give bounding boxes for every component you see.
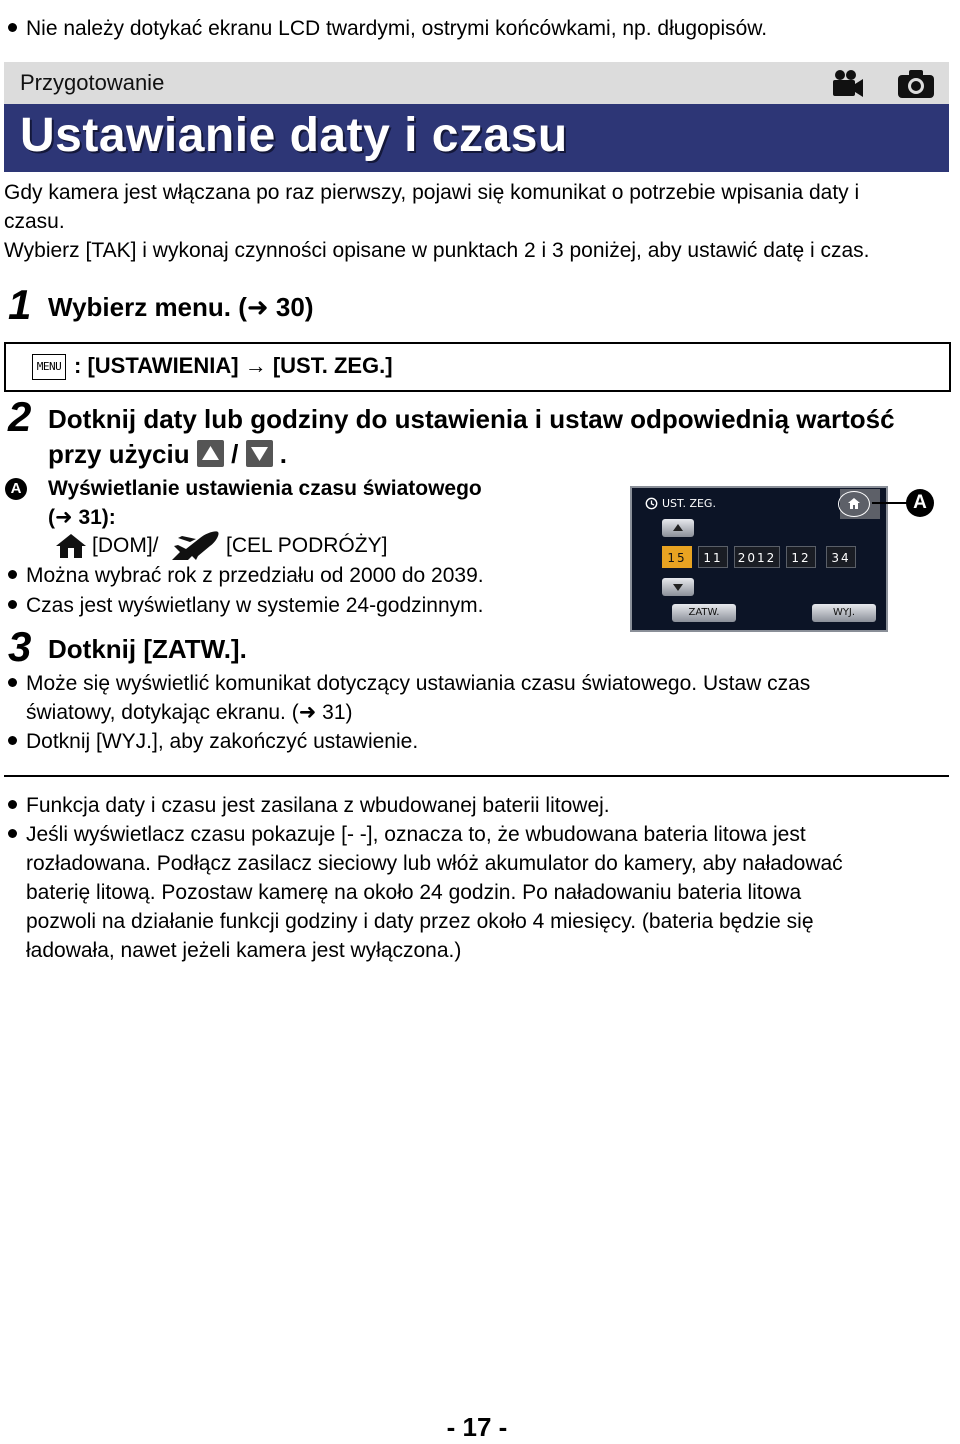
bullet-dot (8, 829, 17, 838)
step-3-number: 3 (8, 623, 32, 670)
up-button[interactable] (662, 519, 694, 537)
step-3-bullet-1-line-1: Może się wyświetlić komunikat dotyczący ustawiania czasu światowego. Ustaw czas (26, 672, 811, 695)
footer-note-2-line-2: rozładowana. Podłącz zasilacz sieciowy lub włóż akumulator do kamery, aby naładować (26, 852, 843, 875)
section-title-bar (4, 104, 949, 172)
bullet-dot (8, 736, 17, 745)
step-1-number: 1 (8, 281, 32, 328)
footer-note-2-line-5: ładowała, nawet jeżeli kamera jest wyłączona.) (26, 939, 462, 962)
page-number: - 17 - (446, 1412, 508, 1442)
step-1-title: Wybierz menu. (➜ 30) (48, 292, 314, 322)
step-2-bullet-2: Czas jest wyświetlany w systemie 24-godzinnym. (26, 594, 484, 617)
intro-line-1: Gdy kamera jest włączana po raz pierwszy, pojawi się komunikat o potrzebie wpisania daty i (4, 181, 860, 204)
menu-path: : [USTAWIENIA] → [UST. ZEG.] (74, 353, 393, 378)
top-note: Nie należy dotykać ekranu LCD twardymi, ostrymi końcówkami, np. długopisów. (26, 17, 768, 40)
down-button[interactable] (662, 578, 694, 596)
footer-note-1: Funkcja daty i czasu jest zasilana z wbudowanej baterii litowej. (26, 794, 610, 817)
step-3-title: Dotknij [ZATW.]. (48, 634, 247, 664)
home-icon (847, 497, 861, 510)
step-3-bullet-1-line-2: światowy, dotykając ekranu. (➜ 31) (26, 701, 353, 724)
clock-icon (645, 497, 658, 510)
bullet-dot (8, 23, 17, 32)
down-arrow-icon (662, 578, 694, 596)
airplane-icon (170, 530, 220, 562)
up-arrow-icon (662, 519, 694, 537)
marker-a: A (5, 478, 27, 500)
step-2-title-line-1: Dotknij daty lub godziny do ustawienia i ustaw odpowiednią wartość (48, 404, 895, 434)
month-field[interactable]: 11 (698, 546, 728, 568)
reference-arrow-icon: ➜ (246, 292, 276, 322)
minute-field[interactable]: 34 (826, 546, 856, 568)
footer-note-2-line-3: baterię litową. Pozostaw kamerę na około 24 godzin. Po naładowaniu bateria litowa (26, 881, 802, 904)
footer-note-2-line-1: Jeśli wyświetlacz czasu pokazuje [- -], oznacza to, że wbudowana bateria litowa jest (26, 823, 806, 846)
up-arrow-button-icon (197, 440, 224, 467)
menu-icon: MENU (32, 354, 66, 380)
dom-label: [DOM]/ (92, 534, 159, 557)
camera-screen-illustration (630, 486, 888, 632)
hour-field[interactable]: 12 (786, 546, 816, 568)
step-2-bullet-1: Można wybrać rok z przedziału od 2000 do 2039. (26, 564, 484, 587)
down-arrow-button-icon (246, 440, 273, 467)
section-header (4, 62, 949, 172)
section-title: Ustawianie daty i czasu (20, 109, 568, 162)
home-icon (54, 532, 88, 560)
note-a-line-2: (➜ 31): (48, 506, 116, 529)
bullet-dot (8, 800, 17, 809)
video-camera-icon (830, 68, 866, 100)
step-2-title-line-2: przy użyciu / . (48, 439, 287, 469)
callout-a: A (906, 489, 934, 517)
intro-line-2: czasu. (4, 210, 65, 233)
year-field[interactable]: 2012 (734, 546, 780, 568)
callout-line (872, 502, 908, 504)
step-2-number: 2 (8, 393, 32, 440)
bullet-dot (8, 678, 17, 687)
menu-path-box (4, 342, 951, 392)
home-button[interactable] (838, 491, 870, 517)
arrow-right-icon: → (244, 353, 267, 378)
reference-arrow-icon: ➜ (55, 506, 79, 529)
reference-arrow-icon: ➜ (298, 701, 323, 724)
day-field[interactable]: 15 (662, 546, 692, 568)
intro-line-3: Wybierz [TAK] i wykonaj czynności opisane w punktach 2 i 3 poniżej, aby ustawić datę i czas. (4, 239, 870, 262)
step-3-bullet-2: Dotknij [WYJ.], aby zakończyć ustawienie. (26, 730, 419, 753)
section-label: Przygotowanie (20, 70, 165, 95)
exit-button[interactable]: WYJ. (812, 604, 876, 622)
screen-title: UST. ZEG. (662, 497, 716, 510)
cel-label: [CEL PODRÓŻY] (226, 534, 388, 557)
bullet-dot (8, 570, 17, 579)
section-top-bar (4, 62, 949, 104)
set-button[interactable]: ZATW. (672, 604, 736, 622)
photo-camera-icon (897, 69, 935, 99)
bullet-dot (8, 600, 17, 609)
section-divider (4, 775, 949, 777)
note-a-line-1: Wyświetlanie ustawienia czasu światowego (48, 477, 482, 500)
footer-note-2-line-4: pozwoli na działanie funkcji godziny i daty przez około 4 miesięcy. (bateria będzie się (26, 910, 814, 933)
